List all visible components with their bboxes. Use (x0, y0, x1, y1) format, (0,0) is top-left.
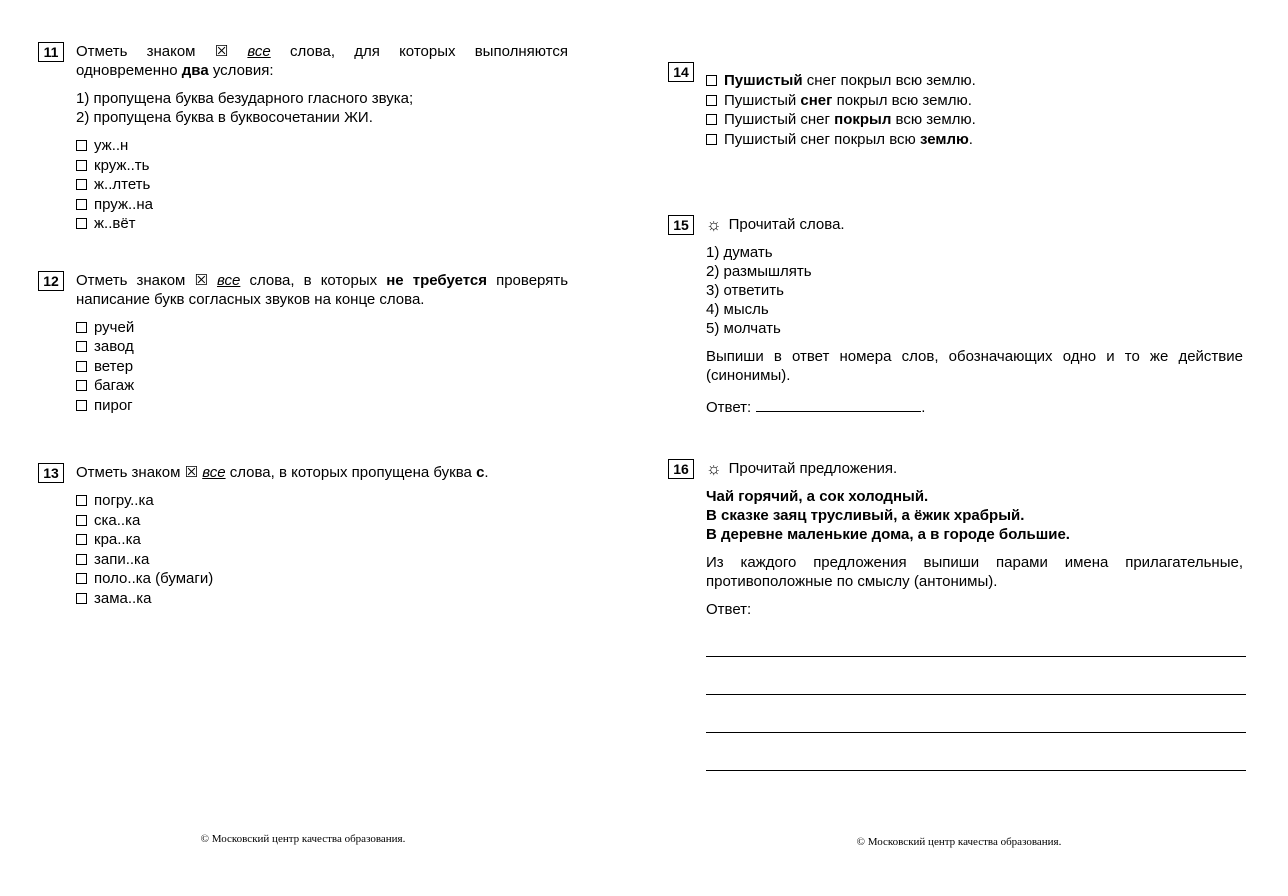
answer-write-line[interactable] (706, 657, 1246, 695)
checkbox-option (76, 195, 568, 215)
checkbox-option (706, 130, 1250, 150)
sentence-item: В сказке заяц трусливый, а ёжик храбрый. (706, 507, 1025, 524)
option-label: пирог (94, 396, 133, 414)
sun-icon: ☼ (706, 215, 722, 234)
sun-icon: ☼ (706, 459, 722, 478)
checkbox-option (706, 71, 1250, 91)
answer-write-line[interactable] (706, 695, 1246, 733)
options-list (76, 491, 568, 608)
word-item: 3) ответить (706, 282, 784, 299)
sentence-list (706, 487, 1250, 544)
options-list (76, 136, 568, 234)
question-prompt: Отметь знаком ☒ все слова, в которых не требуется проверять написание букв согласных звуков на конце слова. (76, 271, 569, 308)
option-label: кра..ка (94, 531, 141, 548)
condition-item: 2) пропущена буква в буквосочетании ЖИ. (76, 109, 373, 126)
checkbox-option (76, 491, 568, 511)
checkbox-option (76, 569, 568, 589)
option-label: ж..вёт (94, 215, 136, 232)
checkbox[interactable] (76, 322, 87, 333)
condition-item: 1) пропущена буква безударного гласного звука; (76, 90, 414, 107)
option-label: круж..ть (94, 156, 150, 174)
answer-line (706, 397, 1250, 417)
option-label: уж..н (94, 137, 129, 154)
checkbox-option (76, 511, 568, 531)
checkbox[interactable] (76, 573, 87, 584)
answer-write-area (706, 619, 1250, 771)
checkbox-option (76, 175, 568, 195)
checkbox[interactable] (76, 554, 87, 565)
footer-copyright: © Московский центр качества образования. (200, 833, 406, 845)
checkbox-option (76, 396, 568, 416)
checkbox[interactable] (706, 134, 717, 145)
option-label: ветер (94, 357, 134, 375)
task-title: Прочитай предложения. (728, 460, 898, 477)
word-item: 1) думать (706, 244, 773, 261)
question-16 (668, 459, 1250, 771)
checkbox-option (706, 110, 1250, 130)
option-label: запи..ка (94, 550, 150, 568)
answer-label: Ответ: (706, 399, 752, 416)
option-label: багаж (94, 377, 135, 394)
checkbox-option (76, 337, 568, 357)
checkbox-option (76, 530, 568, 550)
sentence-item: В деревне маленькие дома, а в городе большие. (706, 526, 1070, 543)
page-left (38, 42, 568, 608)
option-label: зама..ка (94, 589, 152, 607)
question-12 (38, 271, 568, 416)
checkbox-option (76, 589, 568, 609)
checkbox[interactable] (76, 160, 87, 171)
task-title: Прочитай слова. (728, 216, 845, 233)
option-label: Пушистый снег покрыл всю землю. (724, 111, 976, 128)
answer-suffix: . (921, 399, 926, 416)
option-label: Пушистый снег покрыл всю землю. (724, 130, 973, 148)
answer-write-line[interactable] (706, 733, 1246, 771)
sentence-item: Чай горячий, а сок холодный. (706, 488, 929, 505)
option-label: Пушистый снег покрыл всю землю. (724, 72, 976, 89)
question-number: 15 (668, 215, 694, 235)
checkbox-option (706, 91, 1250, 111)
question-number: 13 (38, 463, 64, 483)
checkbox[interactable] (76, 515, 87, 526)
checkbox[interactable] (76, 495, 87, 506)
question-body (706, 459, 1250, 771)
checkbox[interactable] (76, 400, 87, 411)
checkbox[interactable] (76, 593, 87, 604)
question-body (76, 271, 568, 416)
option-label: ж..лтеть (94, 176, 151, 193)
option-label: пруж..на (94, 195, 153, 213)
question-number: 16 (668, 459, 694, 479)
question-13 (38, 463, 568, 608)
footer-copyright: © Московский центр качества образования. (856, 836, 1062, 848)
task-heading (706, 215, 1250, 234)
option-label: ручей (94, 318, 135, 336)
question-number: 11 (38, 42, 64, 62)
answer-label: Ответ: (706, 601, 752, 618)
task-heading (706, 459, 1250, 478)
checkbox[interactable] (706, 75, 717, 86)
options-list (706, 71, 1250, 149)
checkbox[interactable] (76, 218, 87, 229)
question-11 (38, 42, 568, 234)
page-right (668, 62, 1250, 771)
question-body (706, 215, 1250, 417)
option-label: ска..ка (94, 511, 141, 529)
checkbox[interactable] (76, 380, 87, 391)
word-item: 5) молчать (706, 320, 781, 337)
word-item: 2) размышлять (706, 263, 812, 280)
option-label: завод (94, 338, 134, 355)
checkbox[interactable] (706, 95, 717, 106)
question-number: 14 (668, 62, 694, 82)
answer-write-line[interactable] (706, 619, 1246, 657)
task-instruction: Выпиши в ответ номера слов, обозначающих одно и то же действие (синонимы). (706, 348, 1243, 384)
checkbox[interactable] (76, 199, 87, 210)
question-body (76, 42, 568, 234)
question-prompt: Отметь знаком ☒ все слова, в которых пропущена буква с. (76, 464, 489, 481)
word-list (706, 243, 1250, 338)
question-body (76, 463, 568, 608)
option-label: погру..ка (94, 492, 154, 509)
question-15 (668, 215, 1250, 417)
question-number: 12 (38, 271, 64, 291)
task-instruction: Из каждого предложения выпиши парами имена прилагательные, противоположные по смыслу (антонимы). (706, 554, 1243, 590)
word-item: 4) мысль (706, 301, 769, 318)
question-14 (668, 62, 1250, 149)
conditions-list (76, 89, 568, 127)
checkbox-option (76, 376, 568, 396)
option-label: Пушистый снег покрыл всю землю. (724, 91, 972, 109)
checkbox[interactable] (76, 140, 87, 151)
checkbox-option (76, 214, 568, 234)
checkbox-option (76, 550, 568, 570)
options-list (76, 318, 568, 416)
checkbox[interactable] (76, 361, 87, 372)
checkbox[interactable] (76, 534, 87, 545)
checkbox[interactable] (76, 341, 87, 352)
checkbox-option (76, 136, 568, 156)
checkbox-option (76, 357, 568, 377)
checkbox-option (76, 318, 568, 338)
question-prompt: Отметь знаком ☒ все слова, для которых выполняются одновременно два условия: (76, 43, 568, 79)
answer-blank[interactable] (756, 397, 921, 412)
checkbox[interactable] (76, 179, 87, 190)
checkbox-option (76, 156, 568, 176)
question-body (706, 62, 1250, 149)
checkbox[interactable] (706, 114, 717, 125)
option-label: поло..ка (бумаги) (94, 570, 214, 587)
